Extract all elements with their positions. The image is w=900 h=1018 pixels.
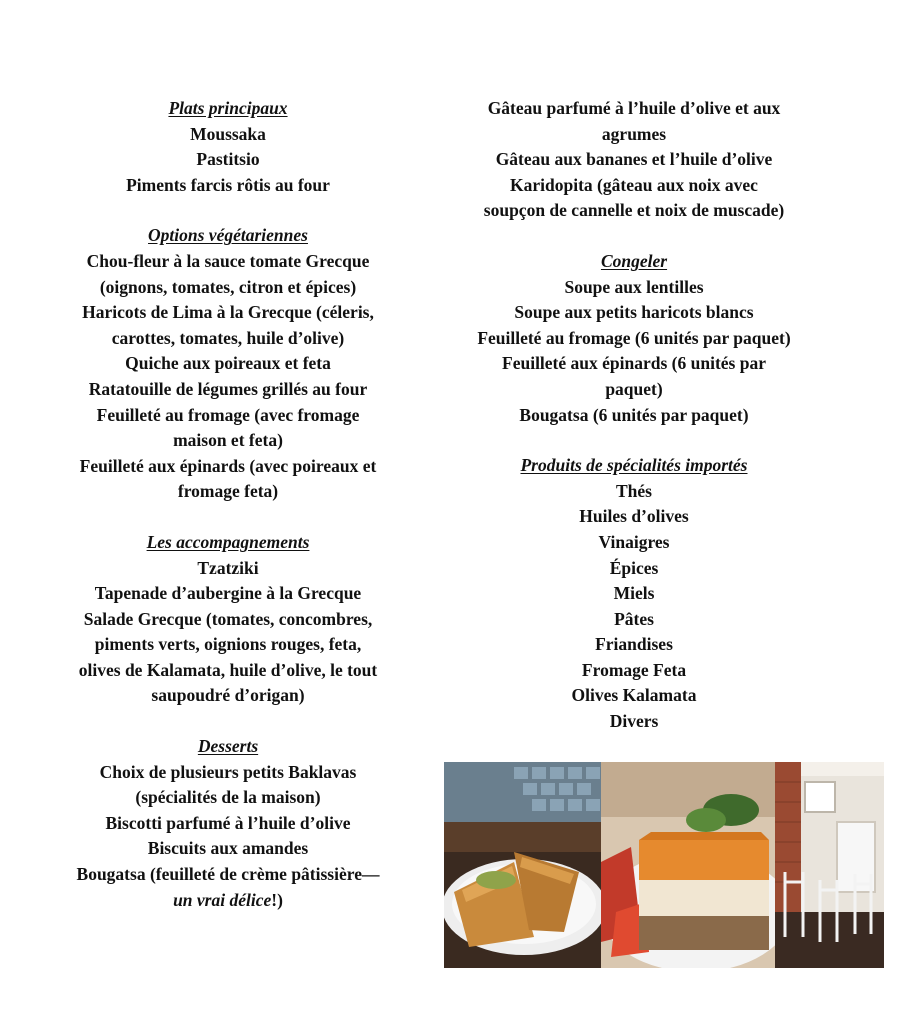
italic-phrase: un vrai délice <box>173 889 272 910</box>
menu-item: Olives Kalamata <box>571 685 697 706</box>
menu-line: Tzatziki <box>197 557 259 578</box>
menu-line: Bougatsa (6 unités par paquet) <box>519 404 749 425</box>
menu-item: Huiles d’olives <box>579 506 689 527</box>
menu-item: Épices <box>609 557 659 578</box>
section-heading: Desserts <box>197 736 259 757</box>
menu-line: olives de Kalamata, huile d’olive, le tout <box>78 659 378 680</box>
menu-line: Biscuits aux amandes <box>147 838 309 859</box>
menu-line: (spécialités de la maison) <box>135 787 321 808</box>
menu-line: Gâteau parfumé à l’huile d’olive et aux <box>487 98 781 118</box>
menu-line: Ratatouille de légumes grillés au four <box>88 378 368 399</box>
menu-line: Soupe aux petits haricots blancs <box>514 302 754 323</box>
baklava-photo <box>444 762 601 968</box>
menu-line: Tapenade d’aubergine à la Grecque <box>94 583 362 604</box>
section-options-vegetariennes <box>50 223 406 505</box>
menu-line: paquet) <box>605 378 663 399</box>
menu-item: Pâtes <box>614 608 654 629</box>
menu-line: Gâteau aux bananes et l’huile d’olive <box>495 149 773 170</box>
menu-item: Divers <box>609 711 659 732</box>
menu-item: Friandises <box>595 634 673 655</box>
menu-line <box>50 888 406 914</box>
section-congeler <box>452 249 816 428</box>
dining-room-photo <box>775 762 884 968</box>
menu-line: Feuilleté aux épinards (6 unités par <box>502 353 766 374</box>
menu-line: Choix de plusieurs petits Baklavas <box>99 761 357 782</box>
menu-item: Moussaka <box>190 123 266 144</box>
menu-line: Biscotti parfumé à l’huile d’olive <box>105 812 351 833</box>
menu-line: agrumes <box>601 123 667 144</box>
photo-strip <box>444 762 884 968</box>
menu-line: fromage feta) <box>177 481 279 502</box>
section-heading: Options végétariennes <box>148 225 308 246</box>
menu-line: Feuilleté au fromage (6 unités par paquet) <box>477 327 791 348</box>
menu-line: Karidopita (gâteau aux noix avec <box>510 174 758 195</box>
section-heading: Plats principaux <box>168 98 288 118</box>
menu-line: Salade Grecque (tomates, concombres, <box>83 608 373 629</box>
section-plats-principaux <box>50 96 406 198</box>
menu-line: Quiche aux poireaux et feta <box>125 353 331 374</box>
menu-line: carottes, tomates, huile d’olive) <box>111 327 345 348</box>
section-produits-importes <box>452 453 816 735</box>
section-heading: Congeler <box>600 250 668 271</box>
menu-item: Pastitsio <box>196 149 260 170</box>
menu-line: Feuilleté au fromage (avec fromage <box>96 404 360 425</box>
line-tail: !) <box>271 889 283 910</box>
section-desserts-continued <box>452 96 816 224</box>
section-heading: Les accompagnements <box>146 531 310 552</box>
menu-item: Piments farcis rôtis au four <box>126 174 330 195</box>
menu-line: Chou-fleur à la sauce tomate Grecque <box>86 250 370 271</box>
menu-line: Feuilleté aux épinards (avec poireaux et <box>79 455 377 476</box>
menu-line: Haricots de Lima à la Grecque (céleris, <box>82 302 374 323</box>
section-accompagnements <box>50 530 406 709</box>
menu-item: Fromage Feta <box>581 659 687 680</box>
menu-line: Soupe aux lentilles <box>564 276 704 297</box>
menu-line: soupçon de cannelle et noix de muscade) <box>483 200 785 221</box>
menu-item: Vinaigres <box>598 531 670 552</box>
menu-line: (oignons, tomates, citron et épices) <box>99 276 357 297</box>
menu-line: maison et feta) <box>173 430 283 451</box>
menu-right-column <box>452 96 816 760</box>
menu-item: Miels <box>613 583 655 604</box>
menu-item: Thés <box>616 480 652 501</box>
section-heading: Produits de spécialités importés <box>520 455 748 476</box>
section-desserts <box>50 734 406 913</box>
menu-line: piments verts, oignions rouges, feta, <box>94 634 362 655</box>
menu-left-column <box>50 96 406 938</box>
menu-line: saupoudré d’origan) <box>151 685 305 706</box>
cake-slice-photo <box>601 762 775 968</box>
menu-line: Bougatsa (feuilleté de crème pâtissière— <box>76 864 380 885</box>
